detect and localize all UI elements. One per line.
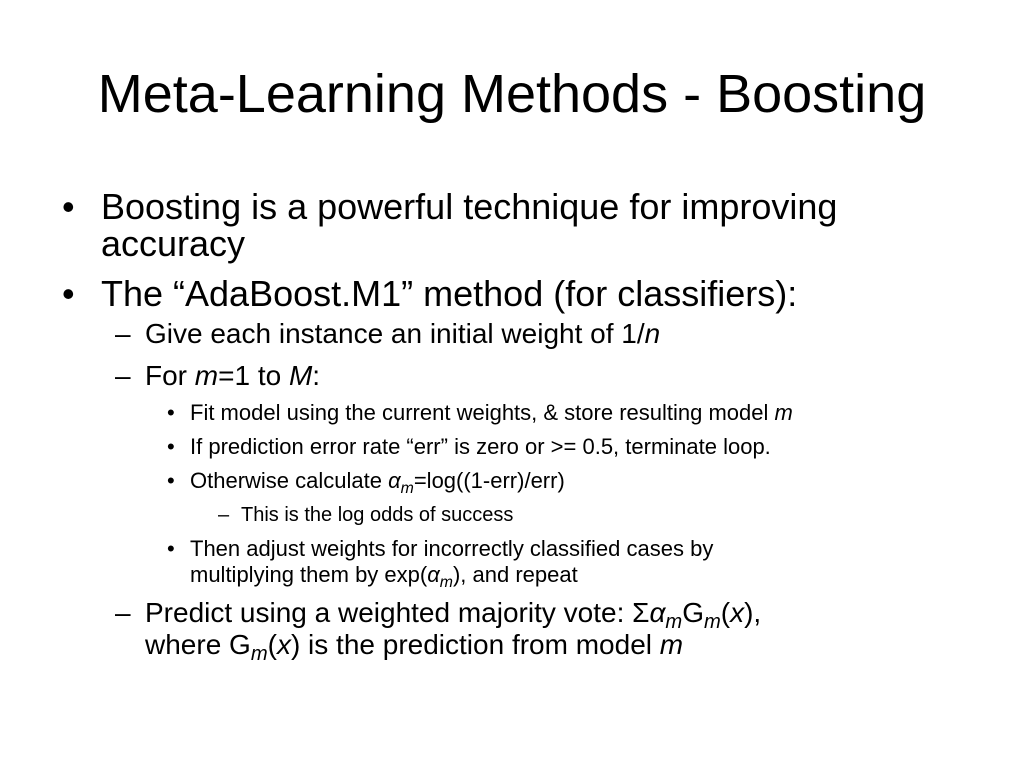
variable-x: x	[730, 597, 745, 628]
bullet-text: accuracy	[101, 223, 246, 264]
dash-marker: –	[115, 360, 131, 391]
dash-marker: –	[218, 504, 230, 526]
variable-M: M	[288, 360, 313, 391]
sub-bullet-marker: •	[167, 536, 175, 561]
substep-text: If prediction error rate “err” is zero or >= 0.5, terminate loop.	[190, 434, 771, 459]
subscript-m: m	[400, 479, 414, 497]
variable-m: m	[659, 629, 684, 660]
substep-calculate-alpha	[190, 468, 565, 497]
step-text: (	[267, 629, 277, 660]
subscript-m: m	[703, 611, 721, 634]
subscript-m: m	[665, 611, 683, 634]
bullet-text: The “AdaBoost.M1” method (for classifiers):	[101, 273, 798, 314]
dash-marker: –	[115, 318, 131, 349]
sub-bullet-marker: •	[167, 434, 175, 459]
sub-bullet-marker: •	[167, 400, 175, 425]
substep-text: Fit model using the current weights, & store resulting model	[190, 400, 775, 425]
alpha-symbol: α	[388, 468, 401, 493]
substep-text: multiplying them by exp(	[190, 562, 428, 587]
note-text: This is the log odds of success	[241, 504, 514, 526]
bullet-adaboost-method	[101, 275, 797, 313]
alpha-symbol: α	[427, 562, 440, 587]
subscript-m: m	[250, 643, 268, 666]
variable-m: m	[194, 360, 219, 391]
substep-adjust-weights	[190, 536, 713, 562]
bullet-boosting-powerful-continued	[101, 225, 245, 263]
dash-marker: –	[115, 597, 131, 628]
bullet-boosting-powerful	[101, 188, 837, 226]
variable-n: n	[644, 318, 661, 349]
step-for-loop	[145, 360, 320, 392]
substep-fit-model	[190, 400, 793, 426]
subscript-m: m	[439, 573, 453, 591]
variable-x: x	[276, 629, 291, 660]
substep-text: Then adjust weights for incorrectly classified cases by	[190, 536, 714, 561]
variable-m: m	[774, 400, 793, 425]
substep-text: ), and repeat	[452, 562, 578, 587]
slide-title: Meta-Learning Methods - Boosting	[97, 64, 927, 124]
bullet-text: Boosting is a powerful technique for improving	[101, 186, 838, 227]
step-text: =1 to	[218, 360, 289, 391]
step-text: ) is the prediction from model	[290, 629, 660, 660]
substep-terminate-condition	[190, 434, 771, 460]
step-text: Give each instance an initial weight of 1/	[145, 318, 645, 349]
step-text: For	[145, 360, 195, 391]
step-text: ),	[744, 597, 762, 628]
step-text: Predict using a weighted majority vote: Σ	[145, 597, 650, 628]
g-symbol: G	[682, 597, 704, 628]
step-text: :	[312, 360, 321, 391]
bullet-marker: •	[62, 273, 75, 314]
bullet-marker: •	[62, 186, 75, 227]
substep-adjust-weights-continued	[190, 562, 578, 591]
substep-text: =log((1-err)/err)	[413, 468, 565, 493]
step-text: (	[720, 597, 731, 628]
sub-bullet-marker: •	[167, 468, 175, 493]
step-predict-vote-continued	[145, 629, 684, 666]
substep-text: Otherwise calculate	[190, 468, 389, 493]
step-text: where G	[145, 629, 251, 660]
alpha-symbol: α	[649, 597, 666, 628]
step-predict-vote	[145, 597, 762, 634]
step-initial-weight	[145, 318, 660, 350]
note-log-odds	[241, 503, 513, 527]
